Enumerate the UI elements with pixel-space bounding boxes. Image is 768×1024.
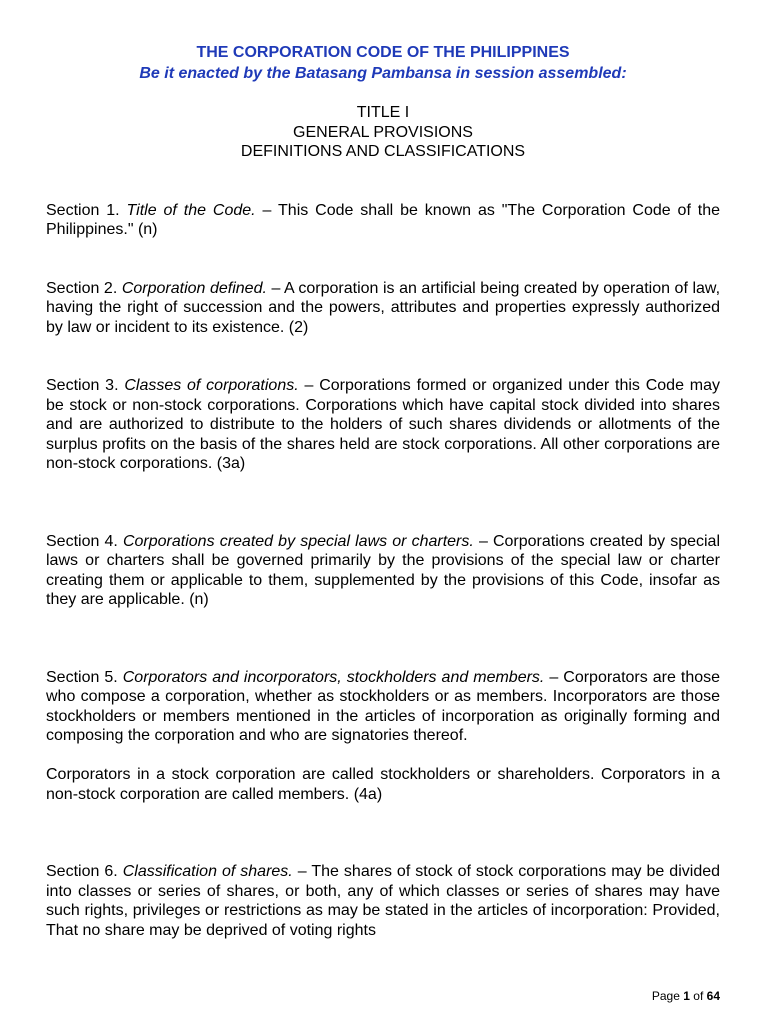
current-page-number: 1 [683, 989, 690, 1003]
section-2 [46, 279, 720, 338]
section-5 [46, 668, 720, 746]
section-label: Section 4. [46, 532, 118, 550]
section-label: Section 6. [46, 863, 118, 880]
page-word: Page [651, 989, 680, 1003]
section-label: Section 2. [46, 279, 118, 297]
title-heading: TITLE I [356, 104, 410, 121]
heading-block [46, 103, 720, 162]
section-label: Section 3. [46, 377, 119, 394]
section-1 [46, 201, 720, 240]
section-body: – Corporations created by special laws or charters shall be governed primarily by the provisions of the special law or charter creating them or applicable to them, supplemented by the provisions of this Code, insofar as they are applicable. (n) [46, 532, 721, 608]
section-6 [46, 862, 720, 940]
section-title: Classification of shares. [122, 863, 293, 880]
chapter-heading: GENERAL PROVISIONS [293, 123, 473, 141]
section-body: – This Code shall be known as "The Corporation Code of the Philippines." (n) [46, 201, 721, 238]
sub-heading: DEFINITIONS AND CLASSIFICATIONS [240, 143, 526, 160]
section-title: Corporators and incorporators, stockholders and members. [122, 668, 545, 686]
page-footer [652, 989, 720, 1003]
section-label: Section 5. [46, 668, 118, 686]
section-body: – Corporators are those who compose a corporation, whether as stockholders or as members. Incorporators are those stockholders or members mentioned in the articles of incorporation as originally forming and composing the corporation and who are signatories thereof. [46, 668, 721, 744]
section-body: Corporators in a stock corporation are called stockholders or shareholders. Corporators in a non-stock corporation are called members. (4a) [46, 766, 720, 803]
document-page [46, 0, 720, 940]
section-body: – Corporations formed or organized under this Code may be stock or non-stock corporations. Corporations which have capital stock divided into shares and are authorized to distribute to the holders of such shares dividends or allotments of the surplus profits on the basis of the shares held are stock corporations. All other corporations are non-stock corporations. (3a) [46, 377, 721, 472]
section-3 [46, 376, 720, 474]
document-subtitle: Be it enacted by the Batasang Pambansa in session assembled: [139, 65, 627, 82]
section-body: – A corporation is an artificial being created by operation of law, having the right of succession and the powers, attributes and properties expressly authorized by law or incident to its existence. (2) [46, 279, 721, 336]
section-4 [46, 532, 720, 610]
section-title: Classes of corporations. [124, 377, 299, 394]
of-word: of [693, 989, 704, 1003]
total-pages-number: 64 [706, 989, 720, 1003]
section-5-continued [46, 765, 720, 804]
section-label: Section 1. [46, 201, 120, 219]
section-title: Corporation defined. [121, 279, 267, 297]
document-title: THE CORPORATION CODE OF THE PHILIPPINES [196, 44, 570, 61]
section-title: Corporations created by special laws or charters. [122, 532, 474, 550]
section-title: Title of the Code. [126, 201, 256, 219]
title-block [46, 42, 720, 84]
section-body: – The shares of stock of stock corporations may be divided into classes or series of shares, or both, any of which classes or series of shares may have such rights, privileges or restrictions as may be stated in the articles of incorporation: Provided, That no share may be deprived of voting rights [46, 863, 721, 939]
